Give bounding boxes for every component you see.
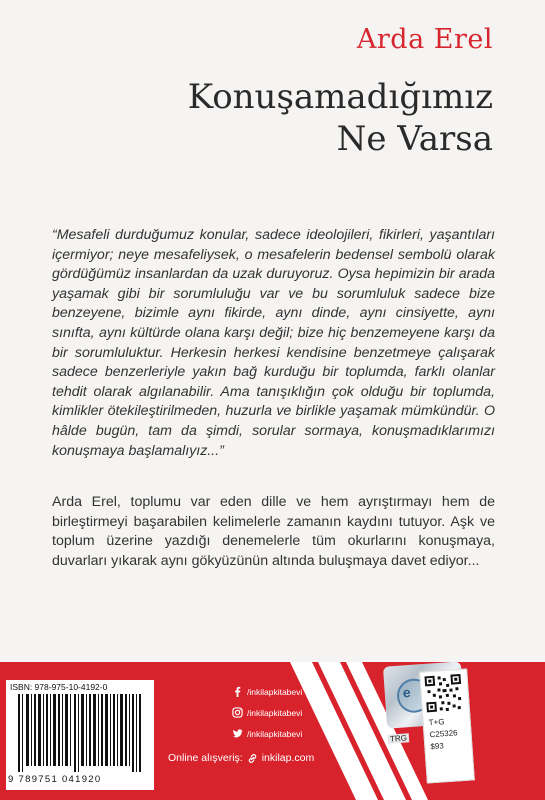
sticker-line-2: C25326 <box>429 728 458 740</box>
book-title <box>188 76 493 160</box>
social-twitter[interactable] <box>232 728 302 739</box>
author-name: Arda Erel <box>356 24 493 55</box>
facebook-icon <box>232 686 243 697</box>
social-facebook[interactable] <box>232 686 302 697</box>
barcode-digits: 9 789751 041920 <box>8 774 102 785</box>
isbn-barcode-box <box>6 680 154 790</box>
online-url[interactable]: inkilap.com <box>261 752 315 764</box>
blurb-quote: “Mesafeli durduğumuz konular, sadece ideolojileri, fikirleri, yaşantıları içermiyor; neye mesafeliysek, o mesafelerin bedensel sembolü olarak gördüğümüz insanlardan da uzak duruyoruz. Oysa hepimizin bir arada yaşamak gibi bir sorumluluğu var ve bu sorumluluk sadece bize benzeyene, bizimle aynı fikirde, aynı dinde, aynı cinsiyette, aynı sınıfta, aynı kültürde olana karşı değil; bize hiç benzemeyene karşı da bir sorumluluktur. Herkesin herkesi kendisine benzetmeye çalışarak sadece benzerleriyle yakın bağ kurduğu bir toplumda, farklı olanlar tehdit olarak algılanabilir. Ama tanışıklığın çok olduğu bir toplumda, kimlikler ötekileştirilmeden, huzurla ve birlikle yaşamak mümkündür. O hâlde bugün, tam da şimdi, sorular sormaya, konuşmadıklarımızı konuşmaya başlamalıyız...” <box>52 227 495 459</box>
online-shopping[interactable] <box>168 752 314 764</box>
facebook-handle: /inkilapkitabevi <box>247 686 303 697</box>
qr-code-icon <box>423 673 464 714</box>
barcode-icon <box>18 694 142 772</box>
twitter-handle: /inkilapkitabevi <box>247 728 303 739</box>
qr-sticker <box>419 668 475 783</box>
sticker-line-3: $93 <box>430 741 445 752</box>
instagram-handle: /inkilapkitabevi <box>247 707 303 718</box>
twitter-icon <box>232 728 243 739</box>
sticker-tag: TRG <box>389 733 408 744</box>
social-instagram[interactable] <box>232 707 302 718</box>
isbn-text: ISBN: 978-975-10-4192-0 <box>10 682 108 692</box>
hologram-e-icon: e <box>402 683 412 701</box>
online-label: Online alışveriş: <box>168 752 243 764</box>
author-description: Arda Erel, toplumu var eden dille ve hem ayrıştırmayı hem de birleştirmeyi başarabilen kelimelerle zamanın kaydını tutuyor. Aşk ve toplum üzerine yazdığı denemelerle tüm okurlarını konuşmaya, duvarları yıkarak aynı gökyüzünün altında buluşmaya davet ediyor... <box>52 494 495 569</box>
title-line-1: Konuşamadığımız <box>187 77 493 117</box>
link-icon <box>247 753 258 764</box>
instagram-icon <box>232 707 243 718</box>
sticker-line-1: T+G <box>428 717 445 728</box>
title-line-2: Ne Varsa <box>336 119 493 159</box>
